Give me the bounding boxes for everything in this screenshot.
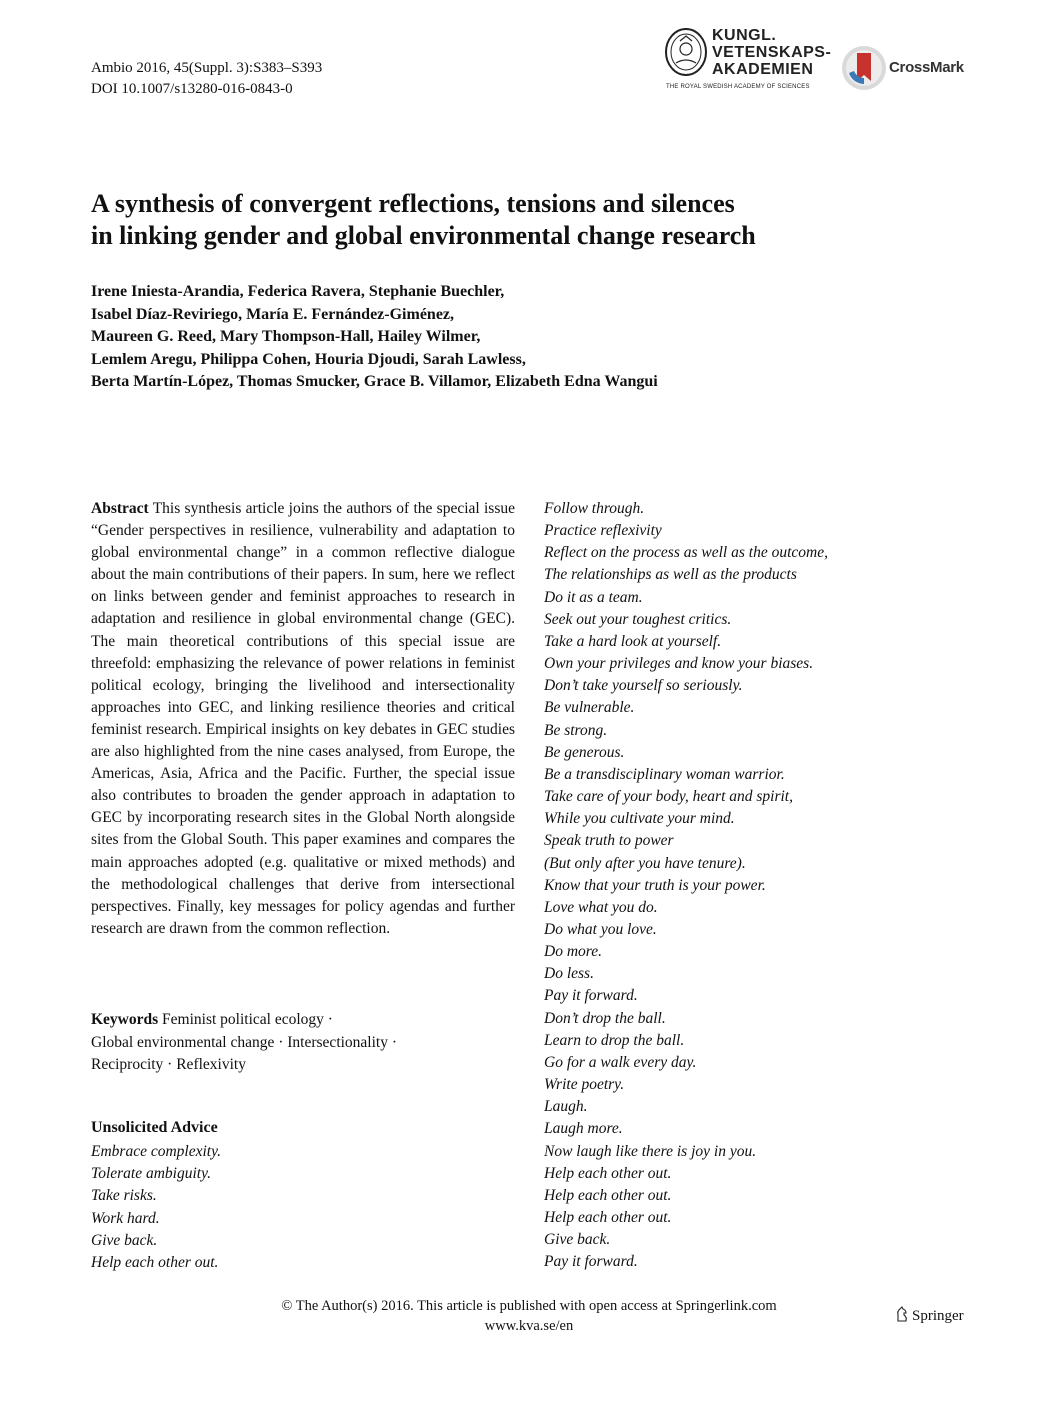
advice-line: Don’t take yourself so seriously.	[544, 677, 743, 695]
keyword-line: Reciprocity · Reflexivity	[91, 1056, 246, 1073]
advice-line: Do what you love.	[544, 920, 657, 938]
author-line: Lemlem Aregu, Philippa Cohen, Houria Djoudi, Sarah Lawless,	[91, 350, 526, 368]
advice-line: Be generous.	[544, 743, 625, 761]
author-line: Irene Iniesta-Arandia, Federica Ravera, Stephanie Buechler,	[91, 283, 505, 300]
title-line-1: A synthesis of convergent reflections, tensions and silences	[91, 189, 735, 218]
abstract-body: This synthesis article joins the authors of the special issue “Gender perspectives in resilience, vulnerability and adaptation to global environmental change” in a common reflective dialogue about the main contributions of their papers. In sum, here we reflect on links between gender and feminist approaches to research in adaptation and resilience in global environmental change (GEC). The main theoretical contributions of this special issue are threefold: emphasizing the relevance of power relations in feminist political ecology, bringing the livelihood and intersectionality approaches into GEC, and linking resilience theories and critical feminist research. Empirical insights on key debates in GEC studies are also highlighted from the nine cases analysed, from Europe, the Americas, Asia, Africa and the Pacific. Further, the special issue also contributes to broaden the gender approach in adaptation to GEC by incorporating research sites in the Global North alongside sites from the Global South. This paper examines and compares the main approaches adopted (e.g. qualitative or mixed methods) and the methodological challenges that derive from intersectional perspectives. Finally, key messages for policy agendas and further research are drawn from the common reflection.	[91, 500, 515, 937]
advice-line: Help each other out.	[544, 1209, 672, 1226]
springer-logo[interactable]	[895, 1306, 964, 1325]
doi: DOI 10.1007/s13280-016-0843-0	[91, 81, 293, 97]
advice-line: Now laugh like there is joy in you.	[544, 1142, 757, 1160]
logo-line-1: KUNGL.	[712, 27, 777, 44]
advice-line: Know that your truth is your power.	[544, 876, 766, 894]
journal-citation: Ambio 2016, 45(Suppl. 3):S383–S393	[91, 60, 323, 76]
advice-line: Help each other out.	[544, 1164, 672, 1182]
academy-logo[interactable]	[664, 27, 832, 97]
advice-line: Take risks.	[91, 1187, 157, 1205]
springer-horse-icon	[895, 1306, 909, 1322]
advice-line: Write poetry.	[544, 1076, 625, 1094]
advice-line: Do less.	[544, 965, 594, 983]
advice-line: Give back.	[544, 1231, 611, 1249]
advice-line: Reflect on the process as well as the outcome,	[544, 544, 828, 562]
logo-line-2: VETENSKAPS-	[712, 44, 832, 61]
abstract-label: Abstract	[91, 500, 149, 517]
advice-line: Do it as a team.	[544, 588, 643, 606]
advice-line: Follow through.	[544, 500, 645, 517]
advice-line: Do more.	[544, 943, 602, 961]
advice-line: Seek out your toughest critics.	[544, 610, 732, 628]
abstract	[91, 498, 515, 940]
article-title	[91, 188, 891, 252]
advice-line: Own your privileges and know your biases.	[544, 655, 814, 673]
footer-url[interactable]: www.kva.se/en	[484, 1318, 574, 1334]
royal-seal-icon	[664, 27, 708, 79]
author-line: Maureen G. Reed, Mary Thompson-Hall, Hailey Wilmer,	[91, 328, 481, 345]
advice-line: Laugh.	[544, 1098, 588, 1116]
advice-line: Don’t drop the ball.	[544, 1009, 666, 1027]
journal-meta	[91, 58, 322, 100]
crossmark-icon	[840, 43, 888, 93]
advice-line: (But only after you have tenure).	[544, 854, 746, 872]
copyright-notice: © The Author(s) 2016. This article is published with open access at Springerlink.com	[281, 1298, 777, 1314]
advice-line: Be strong.	[544, 721, 608, 739]
advice-line: Pay it forward.	[544, 1253, 638, 1271]
advice-line: Go for a walk every day.	[544, 1053, 697, 1071]
advice-line: Give back.	[91, 1231, 158, 1249]
keywords	[91, 1009, 515, 1077]
advice-line: The relationships as well as the products	[544, 566, 797, 584]
title-line-2: in linking gender and global environmental change research	[91, 221, 756, 250]
advice-line: Learn to drop the ball.	[544, 1031, 685, 1049]
advice-line: Practice reflexivity	[544, 522, 662, 540]
advice-line: Embrace complexity.	[91, 1143, 221, 1160]
author-line: Isabel Díaz-Reviriego, María E. Fernández-Giménez,	[91, 305, 455, 323]
advice-line: Laugh more.	[544, 1120, 623, 1138]
advice-line: Be vulnerable.	[544, 699, 635, 717]
advice-line: Take care of your body, heart and spirit,	[544, 788, 793, 806]
advice-line: Work hard.	[91, 1209, 160, 1227]
logo-subtitle: THE ROYAL SWEDISH ACADEMY OF SCIENCES	[666, 84, 810, 90]
author-list	[91, 281, 851, 394]
advice-line: Be a transdisciplinary woman warrior.	[544, 765, 785, 783]
author-line: Berta Martín-López, Thomas Smucker, Grace B. Villamor, Elizabeth Edna Wangui	[91, 373, 658, 390]
keywords-label: Keywords	[91, 1011, 159, 1028]
keyword-line: Feminist political ecology ·	[162, 1011, 333, 1028]
advice-line: Help each other out.	[91, 1254, 219, 1272]
advice-line: Help each other out.	[544, 1186, 672, 1204]
advice-right-column	[544, 498, 828, 1273]
advice-line: While you cultivate your mind.	[544, 810, 735, 828]
logo-line-3: AKADEMIEN	[712, 61, 814, 78]
advice-line: Tolerate ambiguity.	[91, 1165, 211, 1183]
advice-left-column	[91, 1141, 221, 1274]
footer	[200, 1296, 858, 1336]
advice-line: Love what you do.	[544, 898, 658, 916]
advice-line: Speak truth to power	[544, 832, 674, 850]
advice-heading: Unsolicited Advice	[91, 1119, 218, 1136]
crossmark-badge[interactable]	[840, 43, 975, 93]
springer-label: Springer	[912, 1308, 964, 1324]
advice-line: Take a hard look at yourself.	[544, 632, 722, 650]
crossmark-label: CrossMark	[889, 59, 964, 76]
keyword-line: Global environmental change · Intersectionality ·	[91, 1033, 398, 1051]
advice-line: Pay it forward.	[544, 987, 638, 1005]
